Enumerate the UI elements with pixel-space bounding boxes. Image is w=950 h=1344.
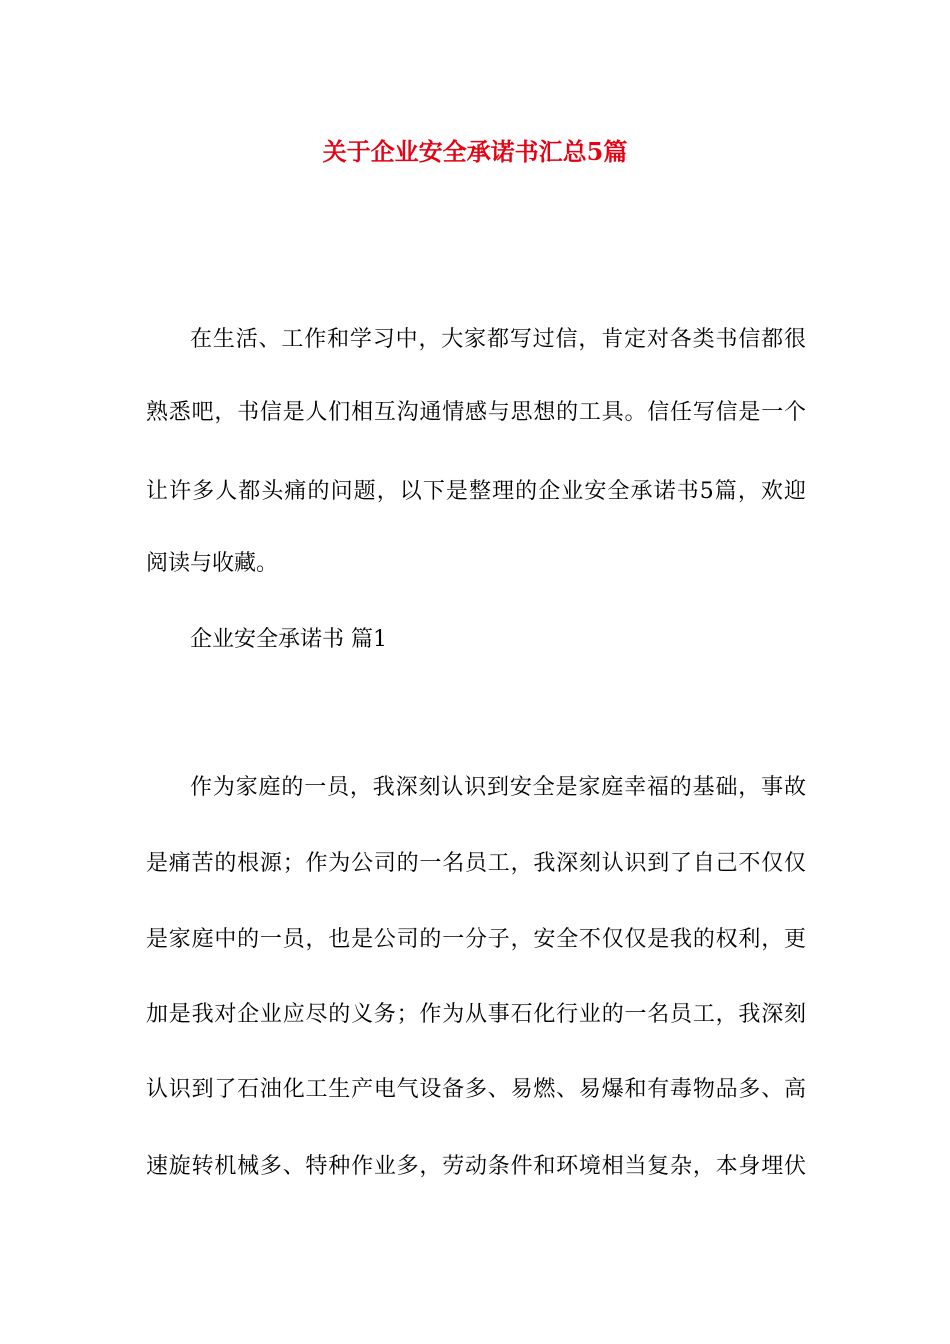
body-line-2: 是痛苦的根源；作为公司的一名员工，我深刻认识到了自己不仅仅 — [146, 851, 806, 876]
body-line-5: 认识到了石油化工生产电气设备多、易燃、易爆和有毒物品多、高 — [146, 1077, 806, 1102]
section-heading: 企业安全承诺书 篇1 — [190, 627, 387, 652]
intro-line-2: 熟悉吧，书信是人们相互沟通情感与思想的工具。信任写信是一个 — [146, 400, 806, 425]
body-line-4: 加是我对企业应尽的义务；作为从事石化行业的一名员工，我深刻 — [146, 1002, 806, 1027]
body-line-1: 作为家庭的一员，我深刻认识到安全是家庭幸福的基础，事故 — [190, 775, 806, 800]
intro-line-1: 在生活、工作和学习中，大家都写过信，肯定对各类书信都很 — [190, 327, 806, 352]
body-line-3: 是家庭中的一员，也是公司的一分子，安全不仅仅是我的权利，更 — [146, 927, 806, 952]
intro-line-4: 阅读与收藏。 — [146, 551, 279, 576]
intro-line-3: 让许多人都头痛的问题，以下是整理的企业安全承诺书5篇，欢迎 — [146, 479, 806, 504]
body-line-6: 速旋转机械多、特种作业多，劳动条件和环境相当复杂，本身埋伏 — [146, 1154, 806, 1179]
document-title: 关于企业安全承诺书汇总5篇 — [322, 137, 628, 166]
